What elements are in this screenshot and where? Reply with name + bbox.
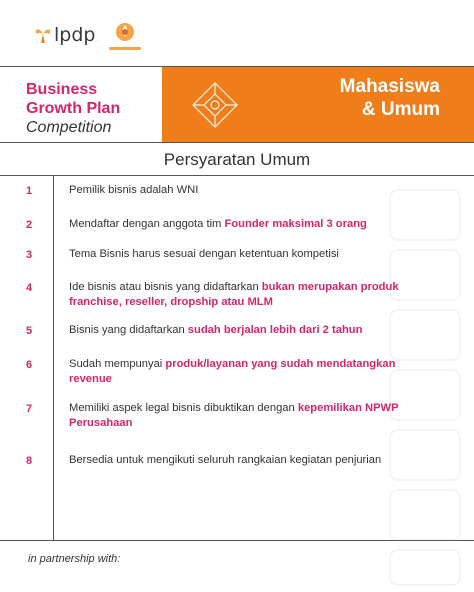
requirement-highlight: bukan merupakan produk franchise, reseller, dropship atau MLM bbox=[69, 281, 399, 308]
requirement-text bbox=[69, 323, 429, 338]
requirement-text bbox=[69, 280, 429, 310]
requirement-text bbox=[69, 357, 429, 387]
requirement-highlight: produk/layanan yang sudah mendatangkan revenue bbox=[69, 358, 396, 385]
section-divider bbox=[0, 175, 474, 176]
partner-logo-icon bbox=[109, 20, 141, 50]
requirement-text-part: Bersedia untuk mengikuti seluruh rangkaian kegiatan penjurian bbox=[69, 454, 382, 466]
competition-title bbox=[26, 80, 120, 137]
requirement-text bbox=[69, 247, 429, 262]
title-line-3: Competition bbox=[26, 119, 112, 136]
requirement-text-part: Pemilik bisnis adalah WNI bbox=[69, 184, 199, 196]
requirement-highlight: Founder maksimal 3 orang bbox=[224, 218, 367, 230]
list-divider bbox=[53, 176, 54, 540]
requirement-number: 6 bbox=[25, 359, 33, 371]
lpdp-logo-text: lpdp bbox=[54, 24, 96, 46]
category-line-1: Mahasiswa bbox=[339, 76, 440, 97]
diamond-ornament-icon bbox=[190, 80, 240, 130]
requirement-text-part: Sudah mempunyai bbox=[69, 358, 166, 370]
requirement-text-part: Tema Bisnis harus sesuai dengan ketentuan kompetisi bbox=[69, 248, 339, 260]
category-line-2: & Umum bbox=[361, 99, 440, 120]
requirement-text bbox=[69, 453, 429, 468]
requirement-number: 4 bbox=[25, 282, 33, 294]
header-bottom-divider bbox=[0, 142, 474, 143]
title-line-1: Business bbox=[26, 81, 98, 98]
requirement-number: 1 bbox=[25, 185, 33, 197]
requirement-highlight: kepemilikan NPWP Perusahaan bbox=[69, 402, 399, 429]
requirement-text bbox=[69, 217, 429, 232]
requirement-number: 7 bbox=[25, 403, 33, 415]
partnership-label: in partnership with: bbox=[28, 553, 121, 565]
title-line-2: Growth Plan bbox=[26, 100, 121, 117]
requirement-text bbox=[69, 401, 429, 431]
lpdp-logo-icon bbox=[34, 26, 52, 44]
requirement-text bbox=[69, 183, 429, 198]
requirement-text-part: Ide bisnis atau bisnis yang didaftarkan bbox=[69, 281, 262, 293]
requirement-number: 5 bbox=[25, 325, 33, 337]
requirement-number: 8 bbox=[25, 455, 33, 467]
category-banner bbox=[162, 67, 474, 142]
requirement-text-part: Memiliki aspek legal bisnis dibuktikan dengan bbox=[69, 402, 298, 414]
requirement-number: 3 bbox=[25, 249, 33, 261]
logo-row bbox=[34, 20, 141, 50]
requirement-text-part: Mendaftar dengan anggota tim bbox=[69, 218, 225, 230]
requirement-highlight: sudah berjalan lebih dari 2 tahun bbox=[187, 324, 363, 336]
requirement-number: 2 bbox=[25, 219, 33, 231]
footer-divider bbox=[0, 540, 474, 541]
section-title: Persyaratan Umum bbox=[163, 150, 311, 169]
requirement-text-part: Bisnis yang didaftarkan bbox=[69, 324, 188, 336]
